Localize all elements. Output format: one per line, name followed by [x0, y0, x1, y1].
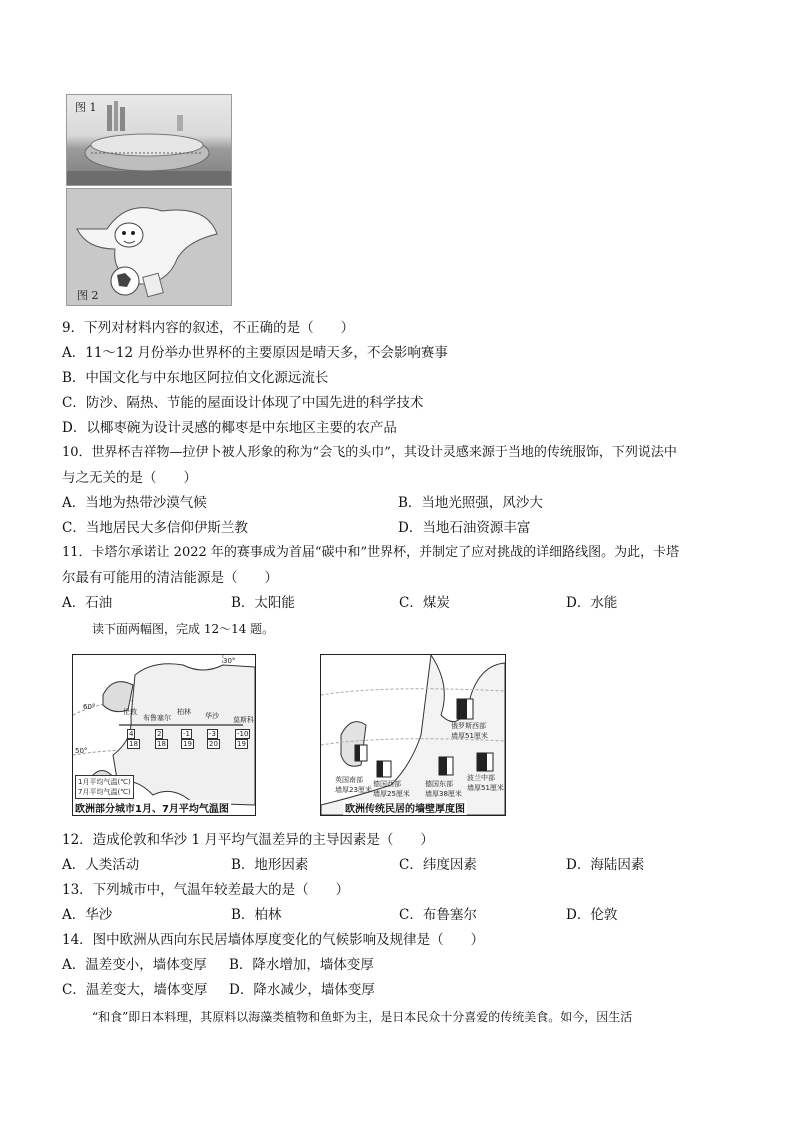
stadium-photo [66, 94, 232, 186]
value-jul-london: 18 [129, 740, 138, 748]
q12-option-b: B．地形因素 [231, 857, 309, 873]
value-jul-brussels: 18 [157, 740, 166, 748]
europe-wall-thickness-map [320, 654, 506, 816]
city-moscow: 莫斯科 [233, 716, 254, 724]
map1-caption: 欧洲部分城市1月、7月平均气温图 [73, 800, 231, 815]
legend-jan: 1月平均气温(℃) [78, 778, 131, 786]
q11-option-a: A．石油 [62, 595, 113, 611]
q10-option-b: B．当地光照强，风沙大 [398, 495, 543, 511]
q11-option-b: B．太阳能 [231, 595, 295, 611]
q9-stem: 9．下列对材料内容的叙述，不正确的是（ ） [62, 320, 355, 336]
q14-option-a: A．温差变小，墙体变厚 [62, 957, 207, 973]
q11-option-c: C．煤炭 [399, 595, 450, 611]
q10-stem-cont: 与之无关的是（ ） [62, 470, 197, 486]
trailing-passage: “和食”即日本料理，其原料以海藻类植物和鱼虾为主，是日本民众十分喜爱的传统美食。如今，因生活 [92, 1010, 633, 1024]
q14-option-d: D．降水减少，墙体变厚 [229, 982, 375, 998]
q11-stem-cont: 尔最有可能用的清洁能源是（ ） [62, 570, 278, 586]
fig1-label: 图 1 [75, 101, 97, 114]
q12-stem: 12．造成伦敦和华沙 1 月平均气温差异的主导因素是（ ） [62, 832, 434, 848]
label-russia-west: 俄罗斯西部 墙厚51厘米 [451, 722, 488, 740]
q12-option-d: D．海陆因素 [566, 857, 645, 873]
q9-option-b: B．中国文化与中东地区阿拉伯文化源远流长 [62, 370, 329, 386]
label-germany-west: 德国西部 墙厚25厘米 [373, 780, 410, 798]
q10-option-d: D．当地石油资源丰富 [398, 520, 531, 536]
q13-option-d: D．伦敦 [566, 907, 618, 923]
q10-option-a: A．当地为热带沙漠气候 [62, 495, 207, 511]
lat-60-label: 60° [83, 703, 96, 711]
q12-option-c: C．纬度因素 [399, 857, 477, 873]
value-jan-berlin: -1 [183, 730, 190, 738]
city-warsaw: 华沙 [205, 712, 219, 720]
city-london: 伦敦 [123, 708, 137, 716]
q13-option-a: A．华沙 [62, 907, 113, 923]
q12-option-a: A．人类活动 [62, 857, 140, 873]
city-brussels: 布鲁塞尔 [143, 714, 171, 722]
intro-12-14: 读下面两幅图，完成 12～14 题。 [92, 622, 275, 636]
q14-option-c: C．温差变大，墙体变厚 [62, 982, 208, 998]
legend-jul: 7月平均气温(℃) [78, 788, 131, 796]
value-jul-moscow: 19 [237, 740, 246, 748]
q9-option-a: A．11～12 月份举办世界杯的主要原因是晴天多，不会影响赛事 [62, 345, 448, 361]
q13-stem: 13．下列城市中，气温年较差最大的是（ ） [62, 882, 350, 898]
q9-option-d: D．以椰枣碗为设计灵感的椰枣是中东地区主要的农产品 [62, 420, 397, 436]
city-berlin: 柏林 [177, 708, 191, 716]
map1-legend [75, 775, 134, 799]
label-uk: 英国南部 墙厚23厘米 [335, 776, 372, 794]
value-jul-berlin: 19 [183, 740, 192, 748]
label-poland-central: 波兰中部 墙厚51厘米 [467, 774, 504, 792]
map2-caption: 欧洲传统民居的墙壁厚度图 [343, 800, 467, 815]
q11-stem: 11．卡塔尔承诺让 2022 年的赛事成为首届“碳中和”世界杯，并制定了应对挑战的详细路线图。为此，卡塔 [62, 545, 680, 560]
q14-stem: 14．图中欧洲从西向东民居墙体厚度变化的气候影响及规律是（ ） [62, 932, 485, 948]
fig2-label: 图 2 [77, 289, 99, 302]
q13-option-c: C．布鲁塞尔 [399, 907, 477, 923]
label-germany-east: 德国东部 墙厚38厘米 [425, 780, 462, 798]
q11-option-d: D．水能 [566, 595, 618, 611]
mascot-image [66, 188, 232, 306]
value-jan-moscow: -10 [237, 730, 249, 738]
q10-option-c: C．当地居民大多信仰伊斯兰教 [62, 520, 248, 536]
q10-stem: 10．世界杯吉祥物—拉伊卜被人形象的称为“会飞的头巾”，其设计灵感来源于当地的传统服饰，下列说法中 [62, 445, 677, 460]
q14-option-b: B．降水增加，墙体变厚 [229, 957, 374, 973]
q13-option-b: B．柏林 [231, 907, 282, 923]
europe-temperature-map [72, 654, 256, 816]
value-jan-brussels: 2 [157, 730, 162, 738]
value-jul-warsaw: 20 [209, 740, 218, 748]
lon-30-label: 30° [223, 657, 236, 665]
q9-option-c: C．防沙、隔热、节能的屋面设计体现了中国先进的科学技术 [62, 395, 424, 411]
lat-50-label: 50° [75, 747, 88, 755]
value-jan-london: 4 [129, 730, 134, 738]
value-jan-warsaw: -3 [209, 730, 216, 738]
